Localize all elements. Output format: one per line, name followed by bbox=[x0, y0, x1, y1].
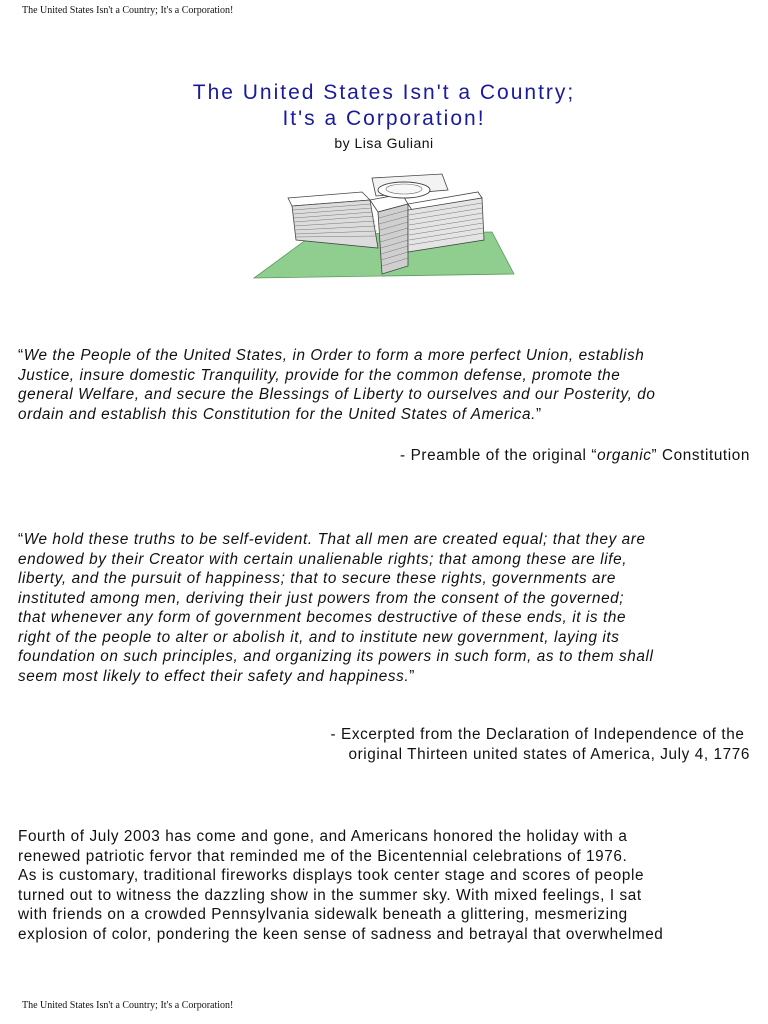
attribution-line-2: original Thirteen united states of America, July 4, 1776 bbox=[348, 745, 750, 763]
article-title bbox=[0, 80, 768, 132]
author-byline: by Lisa Guliani bbox=[334, 135, 434, 151]
running-footer: The United States Isn't a Country; It's a Corporation! bbox=[22, 1000, 234, 1011]
preamble-attribution: - Preamble of the original “organic” Constitution bbox=[400, 447, 750, 464]
quote-line: instituted among men, deriving their just powers from the consent of the governed; bbox=[18, 589, 625, 607]
quote-line: foundation on such principles, and organizing its powers in such form, as to them shall bbox=[18, 648, 654, 665]
quote-line: right of the people to alter or abolish it, and to institute new government, laying its bbox=[18, 628, 620, 646]
quote-line: ordain and establish this Constitution for the United States of America. bbox=[18, 405, 536, 423]
quote-line: Justice, insure domestic Tranquility, provide for the common defense, promote the bbox=[18, 366, 621, 384]
building-front-wing-face bbox=[378, 204, 408, 274]
quote-line: endowed by their Creator with certain unalienable rights; that among these are life, bbox=[18, 550, 628, 568]
quote-line: We the People of the United States, in Order to form a more perfect Union, establish bbox=[23, 347, 645, 364]
title-line-2: It's a Corporation! bbox=[282, 107, 486, 130]
building-left-wing-face bbox=[292, 200, 378, 248]
paragraph-line: turned out to witness the dazzling show in the summer sky. With mixed feelings, I sat bbox=[18, 886, 642, 904]
running-header: The United States Isn't a Country; It's a Corporation! bbox=[22, 5, 234, 16]
paragraph-line: As is customary, traditional fireworks displays took center stage and scores of people bbox=[18, 867, 645, 884]
declaration-attribution bbox=[330, 725, 750, 764]
paragraph-line: explosion of color, pondering the keen sense of sadness and betrayal that overwhelmed bbox=[18, 925, 664, 943]
quote-line: seem most likely to effect their safety and happiness. bbox=[18, 667, 410, 685]
quote-line: We hold these truths to be self-evident. That all men are created equal; that they are bbox=[23, 531, 646, 548]
body-paragraph bbox=[18, 827, 753, 944]
quote-line: that whenever any form of government becomes destructive of these ends, it is the bbox=[18, 609, 627, 626]
paragraph-line: with friends on a crowded Pennsylvania sidewalk beneath a glittering, mesmerizing bbox=[18, 906, 628, 923]
declaration-quote: “We hold these truths to be self-evident. That all men are created equal; that they are endowed by their Creator with certain unalienable rights; that among these are life, liberty, and the pursuit of happiness; that to secure these rights, governments are instituted among men, deriving their just powers from the consent of the governed; that whenever any form of government becomes destructive of these ends, it is the right of the people to alter or abolish it, and to institute new government, laying its foundation on such principles, and organizing its powers in such form, as to them shall seem most likely to effect their safety and happiness.” bbox=[18, 530, 753, 686]
quote-line: general Welfare, and secure the Blessings of Liberty to ourselves and our Posterity, do bbox=[18, 386, 656, 403]
paragraph-line: Fourth of July 2003 has come and gone, and Americans honored the holiday with a bbox=[18, 828, 628, 845]
pentagon-building-illustration bbox=[252, 170, 516, 282]
quote-line: liberty, and the pursuit of happiness; that to secure these rights, governments are bbox=[18, 570, 616, 587]
constitution-preamble-quote: “We the People of the United States, in Order to form a more perfect Union, establish Justice, insure domestic Tranquility, provide for the common defense, promote the general Welfare, and secure the Blessings of Liberty to ourselves and our Posterity, do ordain and establish this Constitution for the United States of America.” bbox=[18, 346, 753, 424]
attribution-line-1: - Excerpted from the Declaration of Independence of the bbox=[330, 726, 745, 743]
paragraph-line: renewed patriotic fervor that reminded me of the Bicentennial celebrations of 1976. bbox=[18, 847, 628, 865]
title-line-1: The United States Isn't a Country; bbox=[192, 81, 576, 104]
